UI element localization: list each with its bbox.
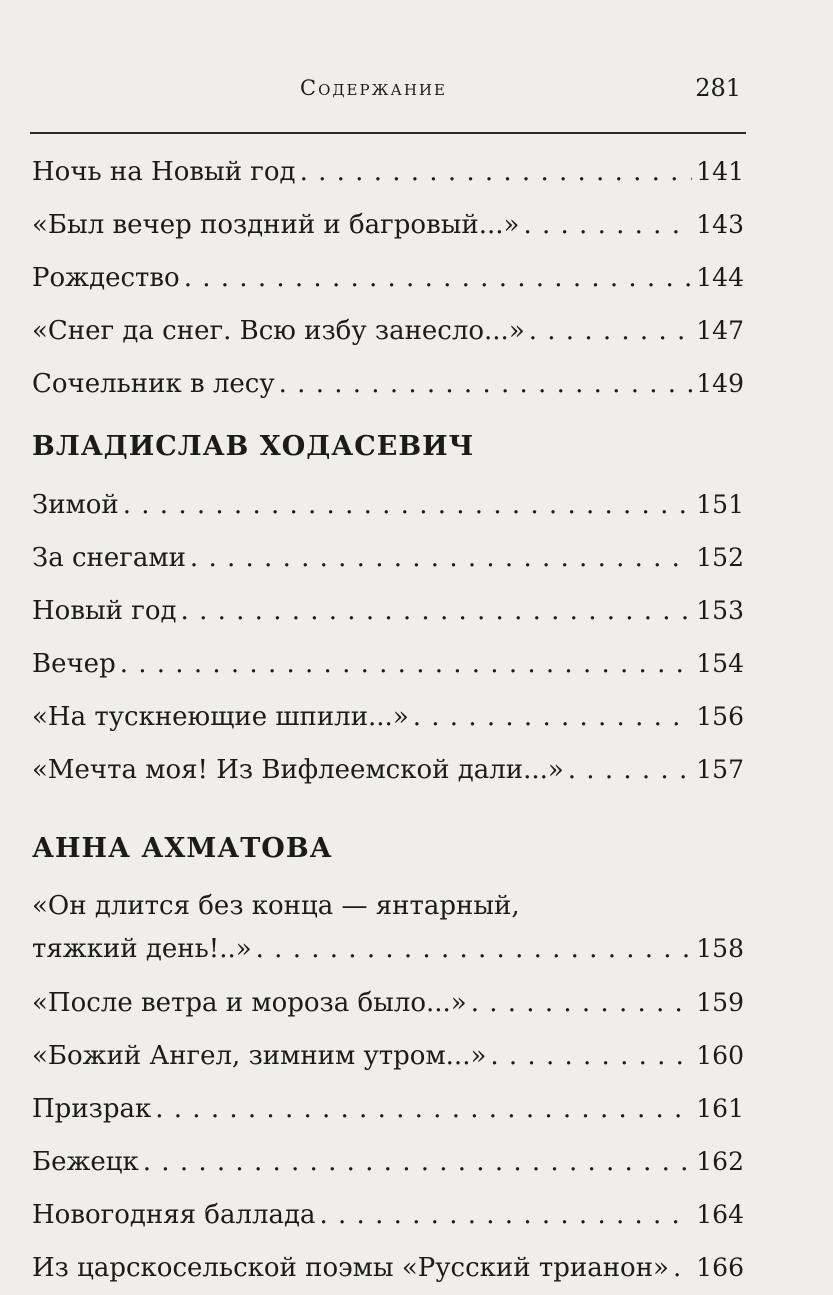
- entry-page: 158: [696, 934, 744, 963]
- entry-title: «После ветра и мороза было...»: [32, 988, 467, 1018]
- entry-page: 153: [696, 596, 744, 625]
- toc-entry: [32, 1029, 744, 1082]
- entry-page: 149: [696, 369, 744, 398]
- toc-entry: [32, 637, 744, 690]
- toc-entry: [32, 584, 744, 637]
- entry-title: Призрак: [32, 1094, 152, 1124]
- toc-entry-multiline: [32, 886, 744, 972]
- entry-page: 162: [696, 1147, 744, 1176]
- entry-page: 160: [696, 1041, 744, 1070]
- entry-page: 144: [696, 263, 744, 292]
- toc-entry: [32, 304, 744, 357]
- toc-entry: [32, 531, 744, 584]
- entry-page: 156: [696, 702, 744, 731]
- entry-title: «Божий Ангел, зимним утром...»: [32, 1041, 487, 1071]
- leader-dots: [471, 977, 693, 1030]
- entry-title: Из царскосельской поэмы «Русский трианон»: [32, 1253, 669, 1283]
- entry-title-line2: тяжкий день!..»: [32, 934, 252, 964]
- entry-page: 159: [696, 988, 744, 1017]
- entry-title: Новый год: [32, 596, 177, 626]
- header-rule: [30, 132, 746, 134]
- leader-dots: [568, 744, 693, 797]
- page-number: 281: [695, 74, 741, 102]
- toc-entry: [32, 478, 744, 531]
- toc-entry: [32, 357, 744, 410]
- toc-entry: [32, 976, 744, 1029]
- leader-dots: [490, 1030, 692, 1083]
- entry-page: 154: [696, 649, 744, 678]
- entry-title: «На тускнеющие шпили...»: [32, 702, 409, 732]
- entry-title: «Снег да снег. Всю избу занесло...»: [32, 316, 525, 346]
- leader-dots: [256, 926, 693, 972]
- leader-dots: [143, 1136, 693, 1189]
- toc-entry: [32, 743, 744, 796]
- leader-dots: [413, 691, 693, 744]
- entry-page: 152: [696, 543, 744, 572]
- author-heading: ВЛАДИСЛАВ ХОДАСЕВИЧ: [32, 431, 475, 462]
- leader-dots: [523, 199, 692, 252]
- entry-page: 164: [696, 1200, 744, 1229]
- entry-page: 147: [696, 316, 744, 345]
- entry-title: Рождество: [32, 263, 180, 293]
- author-heading: АННА АХМАТОВА: [32, 833, 333, 864]
- entry-title: Вечер: [32, 649, 116, 679]
- entry-title: Ночь на Новый год: [32, 157, 296, 187]
- running-head: [0, 72, 833, 112]
- entry-title: Зимой: [32, 490, 119, 520]
- entry-page: 157: [696, 755, 744, 784]
- entry-page: 151: [696, 490, 744, 519]
- leader-dots: [123, 479, 693, 532]
- leader-dots: [673, 1242, 692, 1295]
- entry-page: 143: [696, 210, 744, 239]
- entry-title-line1: «Он длится без конца — янтарный,: [32, 891, 520, 921]
- toc-entry: [32, 251, 744, 304]
- entry-title: За снегами: [32, 543, 186, 573]
- toc-entry: [32, 198, 744, 251]
- leader-dots: [529, 305, 693, 358]
- leader-dots: [120, 638, 693, 691]
- entry-page: 161: [696, 1094, 744, 1123]
- toc-entry: [32, 926, 744, 972]
- entry-page: 141: [696, 157, 744, 186]
- leader-dots: [155, 1083, 692, 1136]
- entry-title: Сочельник в лесу: [32, 369, 275, 399]
- entry-title: Новогодняя баллада: [32, 1200, 316, 1230]
- toc-entry: [32, 145, 744, 198]
- leader-dots: [181, 585, 693, 638]
- running-title: Содержание: [300, 76, 447, 100]
- toc-entry: [32, 1188, 744, 1241]
- entry-title: «Мечта моя! Из Вифлеемской дали...»: [32, 755, 564, 785]
- leader-dots: [184, 252, 693, 305]
- leader-dots: [190, 532, 692, 585]
- leader-dots: [279, 358, 693, 411]
- leader-dots: [320, 1189, 693, 1242]
- toc-entry: [32, 690, 744, 743]
- entry-title: Бежецк: [32, 1147, 139, 1177]
- leader-dots: [300, 146, 693, 199]
- toc-entry: [32, 1135, 744, 1188]
- entry-title: «Был вечер поздний и багровый...»: [32, 210, 520, 240]
- toc-entry: [32, 1082, 744, 1135]
- toc-entry: [32, 1241, 744, 1294]
- entry-page: 166: [696, 1253, 744, 1282]
- table-of-contents: [32, 145, 744, 1294]
